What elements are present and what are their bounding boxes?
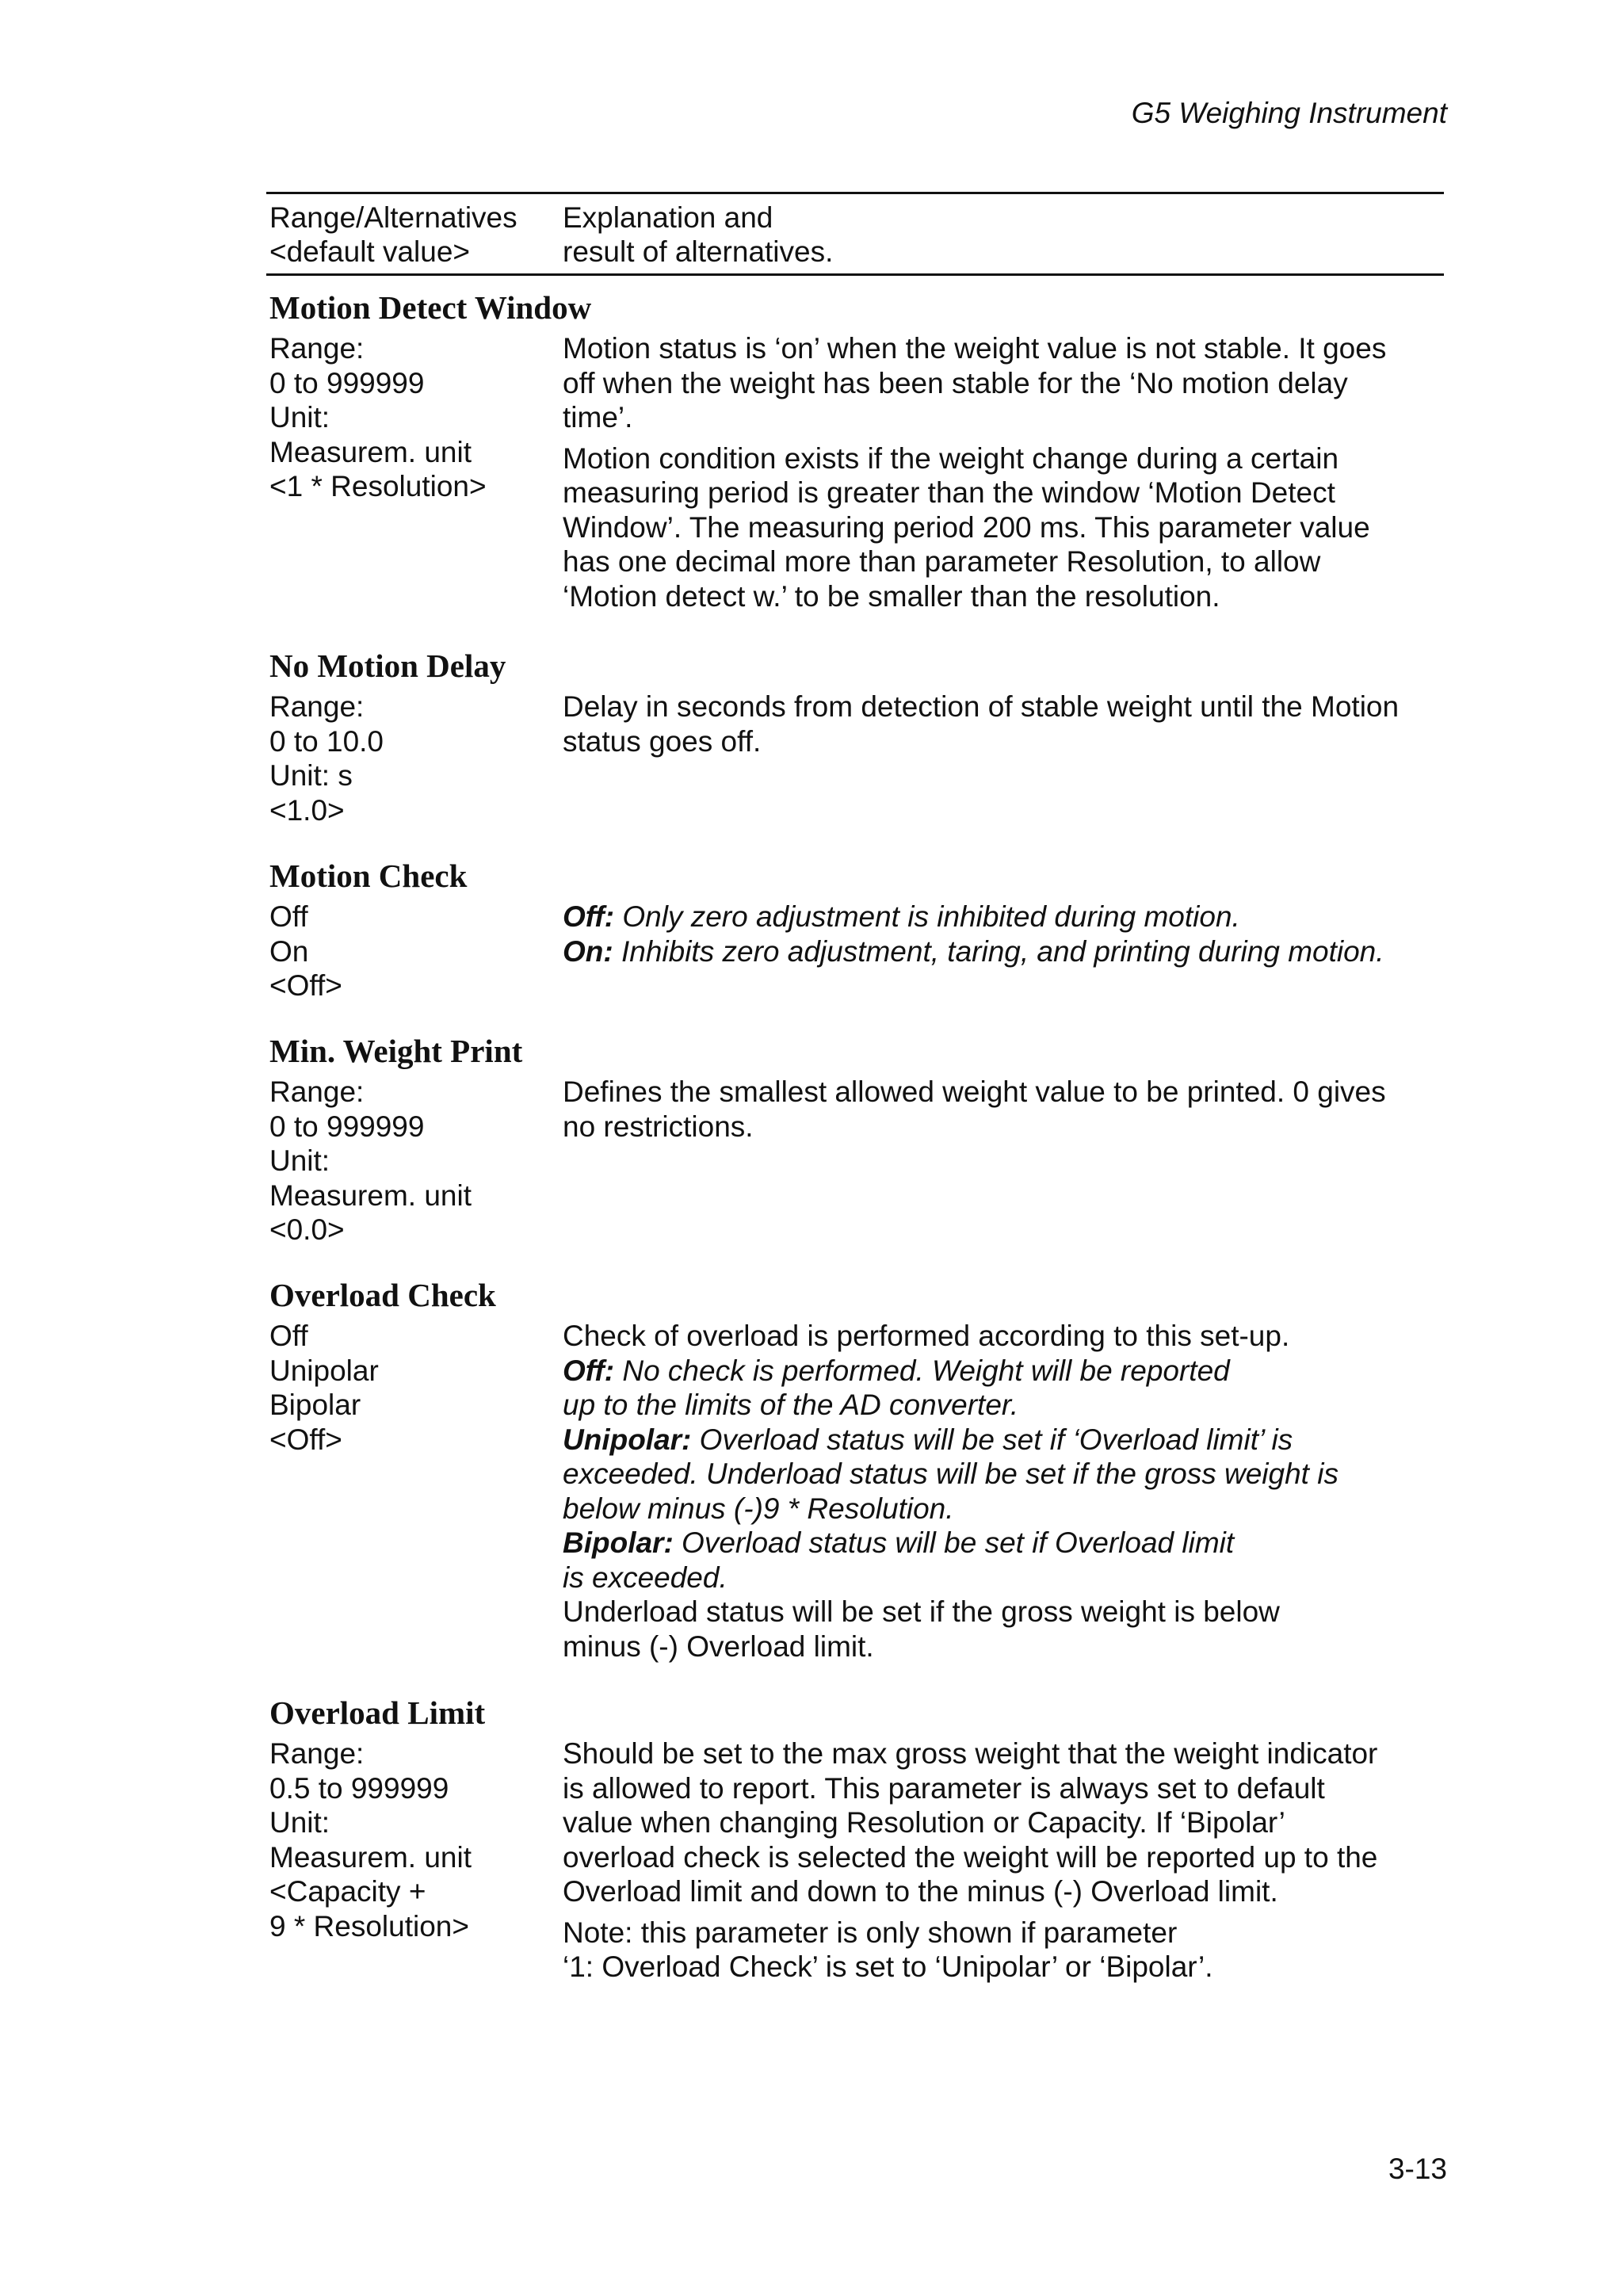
explanation-line: Underload status will be set if the gross weight is below (563, 1595, 1280, 1628)
column-header (266, 192, 1444, 276)
option-text: Inhibits zero adjustment, taring, and printing during motion. (613, 934, 1384, 968)
explanation-line: off when the weight has been stable for the ‘No motion delay (563, 366, 1348, 399)
column-header-range-line: <default value> (269, 235, 471, 268)
range-line: Bipolar (269, 1389, 361, 1421)
explanation-paragraph (563, 331, 1450, 435)
section-overload-check (269, 1276, 1450, 1664)
range-line: 0 to 999999 (269, 366, 425, 399)
explanation-line: Should be set to the max gross weight that the weight indicator (563, 1737, 1378, 1770)
range-line: Off (269, 1320, 308, 1352)
explanation-paragraph (563, 690, 1450, 758)
explanation-line: Check of overload is performed according to this set-up. (563, 1320, 1290, 1352)
explanation-line: Note: this parameter is only shown if parameter (563, 1916, 1178, 1949)
range-line: Range: (269, 690, 365, 723)
range-line: <Capacity + (269, 1875, 426, 1908)
column-header-explanation-line: Explanation and (563, 201, 773, 234)
range-line: Range: (269, 332, 365, 365)
explanation-paragraph (563, 1916, 1450, 1985)
explanation-line: overload check is selected the weight will be reported up to the (563, 1840, 1378, 1874)
explanation-line: measuring period is greater than the window ‘Motion Detect (563, 476, 1335, 509)
explanation-column (563, 1075, 1450, 1144)
explanation-line: Defines the smallest allowed weight value to be printed. 0 gives (563, 1075, 1386, 1108)
explanation-line: Delay in seconds from detection of stable weight until the Motion (563, 690, 1400, 723)
explanation-line: ‘1: Overload Check’ is set to ‘Unipolar’ or ‘Bipolar’. (563, 1950, 1213, 1983)
range-column (269, 690, 555, 827)
option-label: Off: (563, 1354, 615, 1387)
explanation-line (563, 1526, 1450, 1561)
explanation-line: Overload limit and down to the minus (-) Overload limit. (563, 1875, 1278, 1908)
range-line: Range: (269, 1737, 365, 1770)
section-title: Min. Weight Print (269, 1033, 523, 1069)
explanation-line: status goes off. (563, 724, 762, 758)
explanation-paragraph (563, 441, 1450, 614)
range-line: <Off> (269, 1423, 342, 1456)
explanation-line (563, 1423, 1450, 1457)
explanation-line: Window’. The measuring period 200 ms. This parameter value (563, 510, 1370, 544)
explanation-line: is exceeded. (563, 1561, 727, 1594)
explanation-line: no restrictions. (563, 1110, 754, 1143)
explanation-line: time’. (563, 401, 633, 434)
option-label: On: (563, 934, 613, 968)
page-number: 3-13 (1388, 2153, 1447, 2185)
range-line: Measurem. unit (269, 1179, 472, 1212)
range-line: Range: (269, 1075, 365, 1108)
explanation-line: Motion condition exists if the weight change during a certain (563, 441, 1339, 475)
option-text: Only zero adjustment is inhibited during motion. (614, 900, 1240, 933)
range-line: 0 to 10.0 (269, 724, 384, 758)
range-column (269, 900, 555, 1003)
explanation-line: ‘Motion detect w.’ to be smaller than the resolution. (563, 579, 1220, 613)
option-text: No check is performed. Weight will be reported (614, 1354, 1230, 1387)
section-no-motion-delay (269, 647, 1450, 827)
running-header: G5 Weighing Instrument (1131, 97, 1447, 129)
explanation-line: minus (-) Overload limit. (563, 1629, 874, 1663)
option-label: Unipolar: (563, 1423, 692, 1456)
option-text: Overload status will be set if Overload limit (673, 1526, 1235, 1559)
explanation-line: value when changing Resolution or Capacity. If ‘Bipolar’ (563, 1806, 1285, 1839)
range-line: Measurem. unit (269, 1840, 472, 1874)
explanation-paragraph (563, 1075, 1450, 1144)
range-line: On (269, 934, 309, 968)
explanation-column (563, 1736, 1450, 1985)
explanation-line: Motion status is ‘on’ when the weight value is not stable. It goes (563, 332, 1387, 365)
explanation-line: exceeded. Underload status will be set if the gross weight is (563, 1457, 1338, 1490)
range-line: Unit: s (269, 759, 353, 792)
section-motion-detect-window (269, 288, 1450, 613)
range-line: Off (269, 900, 308, 933)
range-column (269, 1075, 555, 1247)
explanation-line (563, 934, 1450, 969)
range-column (269, 331, 555, 504)
explanation-column (563, 331, 1450, 613)
range-line: <1 * Resolution> (269, 470, 487, 502)
range-line: Unipolar (269, 1354, 379, 1387)
range-line: Unit: (269, 1806, 330, 1839)
column-header-range (269, 201, 517, 269)
column-header-range-line: Range/Alternatives (269, 201, 517, 234)
option-label: Bipolar: (563, 1526, 674, 1559)
column-header-explanation (563, 201, 833, 269)
range-column (269, 1736, 555, 1943)
range-column (269, 1319, 555, 1457)
option-label: Off: (563, 900, 615, 933)
section-min-weight-print (269, 1032, 1450, 1246)
section-title: Motion Check (269, 858, 468, 894)
explanation-line: has one decimal more than parameter Resolution, to allow (563, 545, 1321, 578)
range-line: 9 * Resolution> (269, 1909, 469, 1943)
explanation-column (563, 1319, 1450, 1664)
range-line: Unit: (269, 1144, 330, 1177)
range-line: 0 to 999999 (269, 1110, 425, 1143)
explanation-line (563, 1354, 1450, 1389)
section-title: Overload Limit (269, 1694, 486, 1731)
range-line: 0.5 to 999999 (269, 1771, 449, 1805)
explanation-line (563, 900, 1450, 934)
explanation-line: is allowed to report. This parameter is always set to default (563, 1771, 1325, 1805)
explanation-column (563, 690, 1450, 758)
range-line: <0.0> (269, 1213, 345, 1246)
range-line: Measurem. unit (269, 435, 472, 468)
section-title: No Motion Delay (269, 648, 506, 684)
option-text: Overload status will be set if ‘Overload limit’ is (691, 1423, 1293, 1456)
explanation-line: below minus (-)9 * Resolution. (563, 1492, 954, 1525)
explanation-paragraph (563, 1736, 1450, 1909)
section-overload-limit (269, 1694, 1450, 1985)
section-title: Overload Check (269, 1277, 496, 1313)
section-title: Motion Detect Window (269, 289, 592, 326)
range-line: Unit: (269, 401, 330, 434)
explanation-line: up to the limits of the AD converter. (563, 1389, 1019, 1421)
column-header-explanation-line: result of alternatives. (563, 235, 834, 268)
explanation-column (563, 900, 1450, 968)
section-motion-check (269, 857, 1450, 1002)
range-line: <1.0> (269, 793, 345, 827)
range-line: <Off> (269, 969, 342, 1002)
